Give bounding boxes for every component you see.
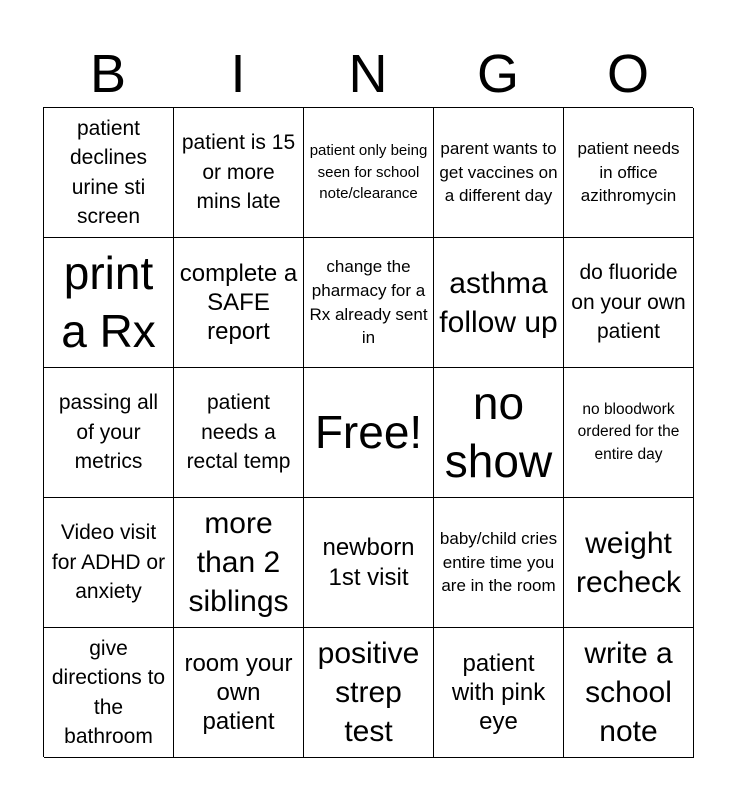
- header-letter-i: I: [230, 44, 246, 104]
- cell-text: change the pharmacy for a Rx already sent in: [309, 256, 428, 348]
- bingo-cell-r1c4[interactable]: [434, 108, 564, 238]
- bingo-cell-r5c5[interactable]: [564, 628, 694, 758]
- cell-text: patient with pink eye: [451, 649, 546, 736]
- cell-text: complete a SAFE report: [179, 259, 298, 346]
- cell-text: newborn 1st visit: [322, 534, 415, 591]
- cell-text: patient needs in office azithromycin: [577, 138, 680, 206]
- cell-text: parent wants to get vaccines on a different day: [439, 138, 558, 206]
- bingo-cell-r3c4[interactable]: [434, 368, 564, 498]
- bingo-cell-r2c5[interactable]: [564, 238, 694, 368]
- bingo-cell-r4c5[interactable]: [564, 498, 694, 628]
- cell-text: patient needs a rectal temp: [186, 391, 291, 474]
- cell-text: Free!: [314, 405, 423, 458]
- bingo-cell-r3c1[interactable]: [44, 368, 174, 498]
- bingo-cell-r5c3[interactable]: [304, 628, 434, 758]
- bingo-cell-r4c3[interactable]: [304, 498, 434, 628]
- cell-text: positive strep test: [317, 637, 420, 748]
- bingo-cell-r5c2[interactable]: [174, 628, 304, 758]
- cell-text: weight recheck: [575, 526, 682, 599]
- bingo-board: [43, 107, 693, 757]
- bingo-cell-r2c4[interactable]: [434, 238, 564, 368]
- bingo-cell-r3c2[interactable]: [174, 368, 304, 498]
- bingo-cell-r2c3[interactable]: [304, 238, 434, 368]
- cell-text: no show: [444, 377, 553, 487]
- cell-text: patient declines urine sti screen: [69, 116, 148, 228]
- cell-text: Video visit for ADHD or anxiety: [51, 521, 166, 604]
- cell-text: asthma follow up: [439, 266, 558, 339]
- bingo-cell-r4c2[interactable]: [174, 498, 304, 628]
- header-letter-b: B: [89, 44, 127, 104]
- bingo-cell-r3c5[interactable]: [564, 368, 694, 498]
- cell-text: passing all of your metrics: [58, 391, 159, 474]
- cell-text: write a school note: [584, 637, 673, 748]
- bingo-header: [43, 40, 693, 108]
- cell-text: baby/child cries entire time you are in the room: [439, 528, 558, 596]
- bingo-cell-r4c4[interactable]: [434, 498, 564, 628]
- cell-text: patient is 15 or more mins late: [181, 131, 296, 214]
- bingo-cell-r1c3[interactable]: [304, 108, 434, 238]
- bingo-cell-free[interactable]: [304, 368, 434, 498]
- header-letter-o: O: [606, 44, 649, 104]
- bingo-cell-r1c5[interactable]: [564, 108, 694, 238]
- cell-text: print a Rx: [61, 247, 156, 357]
- bingo-cell-r5c1[interactable]: [44, 628, 174, 758]
- bingo-cell-r5c4[interactable]: [434, 628, 564, 758]
- cell-text: room your own patient: [184, 649, 293, 736]
- cell-text: do fluoride on your own patient: [571, 261, 686, 344]
- bingo-cell-r4c1[interactable]: [44, 498, 174, 628]
- bingo-cell-r1c2[interactable]: [174, 108, 304, 238]
- header-letter-n: N: [348, 44, 388, 104]
- cell-text: give directions to the bathroom: [51, 636, 166, 748]
- bingo-cell-r2c2[interactable]: [174, 238, 304, 368]
- cell-text: patient only being seen for school note/clearance: [309, 141, 428, 203]
- bingo-cell-r1c1[interactable]: [44, 108, 174, 238]
- header-letter-g: G: [476, 44, 519, 104]
- bingo-cell-r2c1[interactable]: [44, 238, 174, 368]
- cell-text: more than 2 siblings: [188, 507, 289, 618]
- cell-text: no bloodwork ordered for the entire day: [577, 400, 680, 463]
